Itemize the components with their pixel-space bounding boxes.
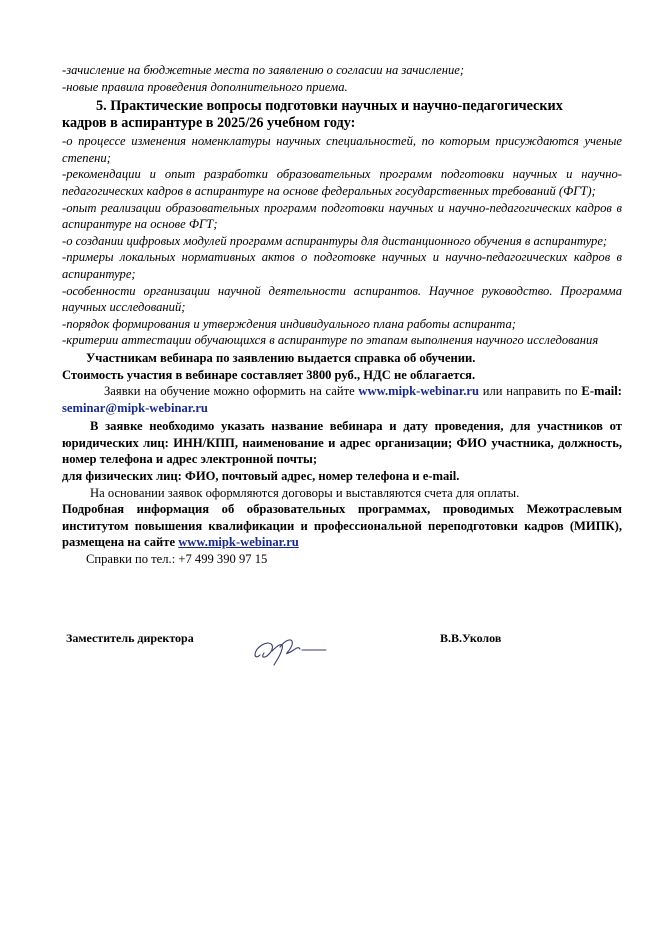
- contracts-note: На основании заявок оформляются договоры и выставляются счета для оплаты.: [90, 485, 520, 500]
- info-website-link[interactable]: www.mipk-webinar.ru: [178, 535, 299, 550]
- signatory-role: Заместитель директора: [66, 631, 194, 645]
- list-item: -о создании цифровых модулей программ аспирантуры для дистанционного обучения в аспирантуре;: [62, 233, 608, 248]
- list-item: -порядок формирования и утверждения индивидуального плана работы аспиранта;: [62, 316, 516, 331]
- signatory-name: В.В.Уколов: [440, 631, 502, 645]
- list-item: -новые правила проведения дополнительного приема.: [62, 79, 348, 94]
- requirements-individuals: для физических лиц: ФИО, почтовый адрес, номер телефона и e-mail.: [62, 469, 460, 484]
- signature-block: [62, 631, 622, 691]
- list-item: -критерии аттестации обучающихся в аспирантуре по этапам выполнения научного исследования: [62, 333, 599, 348]
- info-paragraph: [62, 501, 622, 551]
- list-item: -опыт реализации образовательных программ подготовки научных и научно-педагогических кадров в аспирантуре на основе ФГТ;: [62, 200, 622, 232]
- apply-or-text: или направить по: [479, 384, 582, 399]
- section-heading-line2: кадров в аспирантуре в 2025/26 учебном году:: [62, 115, 356, 132]
- list-item: -о процессе изменения номенклатуры научных специальностей, по которым присуждаются ученые степени;: [62, 134, 622, 165]
- list-item: -примеры локальных нормативных актов о подготовке научных и научно-педагогических кадров в аспирантуре;: [62, 250, 622, 281]
- phone-label: Справки по тел.:: [86, 552, 179, 567]
- document-body: [62, 62, 622, 568]
- apply-paragraph: [62, 383, 622, 416]
- apply-text: Заявки на обучение можно оформить на сайте: [104, 384, 359, 399]
- certificate-note: Участникам вебинара по заявлению выдается справка об обучении.: [86, 350, 476, 365]
- list-item: -зачисление на бюджетные места по заявлению о согласии на зачисление;: [62, 63, 465, 77]
- info-text: Подробная информация об образовательных программах, проводимых Межотраслевым институтом повышения квалификации и профессиональной переподготовки кадров (МИПК), размещена на сайте: [62, 502, 622, 550]
- website-link[interactable]: www.mipk-webinar.ru: [358, 384, 479, 399]
- requirements-paragraph: В заявке необходимо указать название вебинара и дату проведения, для участников от юридических лиц: ИНН/КПП, наименование и адрес организации; ФИО участника, должность, номер телефона и адрес электронной почты;: [62, 419, 622, 467]
- section-heading: [62, 98, 622, 132]
- email-label: E-mail:: [581, 384, 622, 399]
- list-item: -рекомендации и опыт разработки образовательных программ подготовки научных и научно-педагогических кадров в аспирантуре на основе федеральных государственных требований (ФГТ);: [62, 167, 622, 198]
- section-heading-line1: 5. Практические вопросы подготовки научных и научно-педагогических: [96, 98, 563, 115]
- list-item: -особенности организации научной деятельности аспирантов. Научное руководство. Программа научных исследований;: [62, 283, 622, 315]
- cost-note: Стоимость участия в вебинаре составляет 3800 руб., НДС не облагается.: [62, 367, 476, 382]
- email-link[interactable]: seminar@mipk-webinar.ru: [62, 400, 208, 415]
- phone-line: [62, 551, 622, 568]
- phone-number: +7 499 390 97 15: [178, 552, 268, 567]
- handwritten-signature: [250, 631, 340, 671]
